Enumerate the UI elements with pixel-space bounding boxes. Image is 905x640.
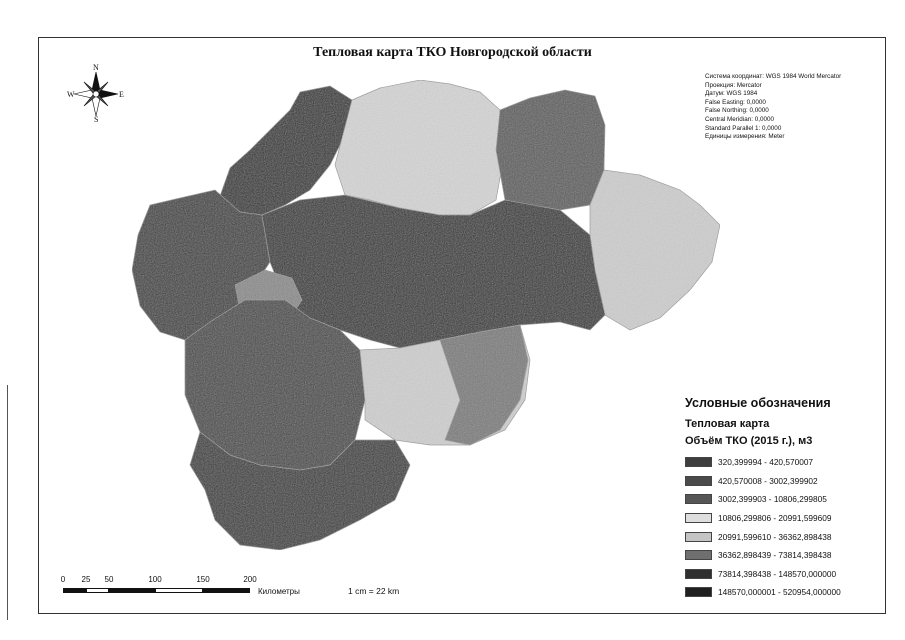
legend-item bbox=[685, 583, 885, 602]
legend-items bbox=[685, 453, 885, 602]
legend-item bbox=[685, 509, 885, 528]
legend-label: 148570,000001 - 520954,000000 bbox=[718, 587, 841, 598]
legend-item bbox=[685, 546, 885, 565]
scale-tick-label: 200 bbox=[243, 575, 257, 584]
legend-title: Условные обозначения bbox=[685, 396, 831, 410]
projection-line: Central Meridian: 0,0000 bbox=[705, 115, 774, 123]
legend-label: 10806,299806 - 20991,599609 bbox=[718, 513, 832, 524]
compass-rose bbox=[64, 63, 128, 124]
legend-item bbox=[685, 565, 885, 584]
legend-swatch bbox=[685, 457, 712, 467]
scale-segment bbox=[155, 588, 203, 593]
scale-tick-label: 0 bbox=[60, 575, 66, 584]
scale-ratio: 1 cm = 22 km bbox=[348, 586, 400, 596]
compass-south-label: S bbox=[94, 115, 99, 124]
district-north-light bbox=[335, 80, 505, 215]
district-ne-mid bbox=[496, 90, 605, 210]
scale-segment bbox=[109, 588, 155, 593]
scale-tick-label: 100 bbox=[148, 575, 162, 584]
scale-segment bbox=[203, 588, 250, 593]
projection-line: Датум: WGS 1984 bbox=[705, 90, 758, 98]
legend-item bbox=[685, 472, 885, 491]
legend-label: 20991,599610 - 36362,898438 bbox=[718, 531, 832, 542]
legend-label: 420,570008 - 3002,399902 bbox=[718, 475, 818, 486]
legend-swatch bbox=[685, 532, 712, 542]
legend-item bbox=[685, 527, 885, 546]
scale-segment bbox=[86, 588, 109, 593]
legend-item bbox=[685, 453, 885, 472]
scale-segment bbox=[63, 588, 86, 593]
projection-line: Единицы измерения: Meter bbox=[705, 133, 785, 141]
projection-line: Система координат: WGS 1984 World Mercator bbox=[705, 73, 842, 80]
projection-info bbox=[705, 73, 885, 142]
legend bbox=[685, 396, 885, 602]
district-nw-dark bbox=[220, 86, 352, 215]
scale-tick-label: 150 bbox=[196, 575, 210, 584]
compass-west-label: W bbox=[67, 90, 75, 99]
compass-north-label: N bbox=[93, 63, 99, 72]
legend-swatch bbox=[685, 569, 712, 579]
compass-east-label: E bbox=[119, 90, 124, 99]
district-east-light bbox=[590, 170, 720, 330]
legend-variable: Объём ТКО (2015 г.), м3 bbox=[685, 435, 813, 447]
map-title: Тепловая карта ТКО Новгородской области bbox=[313, 45, 592, 60]
scale-tick-label: 25 bbox=[81, 575, 91, 584]
projection-line: Standard Parallel 1: 0,0000 bbox=[705, 124, 782, 132]
scale-unit-label: Километры bbox=[258, 587, 300, 596]
legend-label: 320,399994 - 420,570007 bbox=[718, 457, 814, 468]
legend-label: 3002,399903 - 10806,299805 bbox=[718, 494, 827, 505]
projection-line: False Easting: 0,0000 bbox=[705, 98, 766, 106]
legend-swatch bbox=[685, 476, 712, 486]
projection-line: Проекция: Mercator bbox=[705, 81, 762, 89]
projection-line: False Northing: 0,0000 bbox=[705, 107, 769, 115]
legend-item bbox=[685, 490, 885, 509]
legend-swatch bbox=[685, 550, 712, 560]
scale-bar bbox=[58, 575, 358, 605]
legend-swatch bbox=[685, 494, 712, 504]
scale-tick-label: 50 bbox=[104, 575, 114, 584]
legend-swatch bbox=[685, 587, 712, 597]
legend-subtitle: Тепловая карта bbox=[685, 418, 770, 430]
legend-label: 36362,898439 - 73814,398438 bbox=[718, 550, 832, 561]
legend-swatch bbox=[685, 513, 712, 523]
legend-label: 73814,398438 - 148570,000000 bbox=[718, 568, 837, 579]
